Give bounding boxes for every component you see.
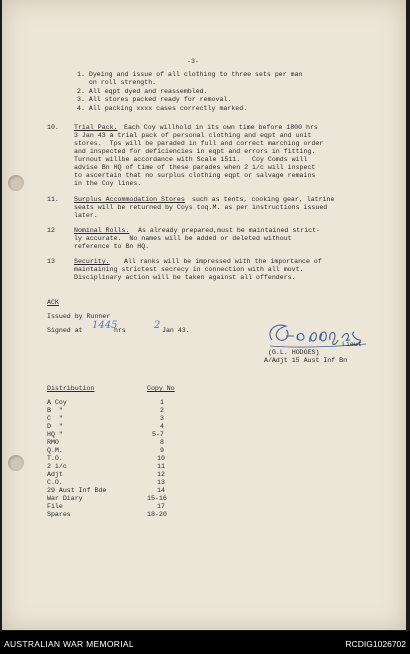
distribution-copy: 10 [157,455,165,462]
signer-name: (G.L. HODGES) [268,349,320,356]
distribution-copy: 17 [157,503,165,510]
distribution-recipient: Spares [47,511,71,518]
distribution-copy: 9 [160,447,164,454]
para-line: 3 Jan 43 a trial pack of personal clothing and eqpt and unit [74,132,312,139]
distribution-copy: 18-20 [147,511,167,518]
distribution-recipient: C.O. [47,479,63,486]
distribution-copy: 13 [157,479,165,486]
distribution-recipient: C " [47,415,63,422]
distribution-recipient: D " [47,423,63,430]
footer-record-id: RCDIG1026702 [345,639,406,649]
list-item: 3. All stores packed ready for removal. [77,96,232,103]
para-line: stores. Tps will be paraded in full and correct marching order [74,140,324,147]
list-item: on roll strength. [77,79,157,86]
distribution-copy: 8 [160,439,164,446]
distribution-copy: 12 [157,471,165,478]
distribution-recipient: T.O. [47,455,63,462]
distribution-copy: 11 [157,463,165,470]
para-number: 10. [47,124,59,131]
para-line: and inspected for deficiencies in eqpt and errors in fitting. [74,148,316,155]
para-line: Disciplinary action will be taken against all offenders. [74,274,296,281]
para-line: advise Bn HQ of time of these parades when 2 i/c will inspect [74,164,316,171]
distribution-header: Distribution [47,385,95,392]
signed-day: 2 [154,320,161,331]
distribution-recipient: B " [47,407,63,414]
archive-footer [0,631,410,654]
para-number: 13 [47,258,55,265]
distribution-recipient: 29 Aust Inf Bde [47,487,107,494]
signer-title: A/Adjt 15 Aust Inf Bn [264,357,348,364]
distribution-copy: 5-7 [152,431,164,438]
footer-source: AUSTRALIAN WAR MEMORIAL [4,639,134,649]
para-line: All ranks will be impressed with the importance of [124,258,322,265]
distribution-recipient: RMO [47,439,59,446]
list-item: 4. All packing xxxx cases correctly marked. [77,105,248,112]
issued-by: Issued by Runner [47,313,111,320]
signer-rank: Lieut [342,341,362,348]
document-page [2,0,406,630]
para-line: in the Coy lines. [74,180,142,187]
ack-label: ACK [47,299,59,306]
distribution-recipient: Adjt [47,471,63,478]
para-line: reference to Bn HQ. [74,243,150,250]
distribution-copy: 2 [160,407,164,414]
page-number: -3- [187,58,199,65]
distribution-recipient: 2 i/c [47,463,67,470]
document-body [2,0,406,630]
copy-no-header: Copy No [147,385,175,392]
para-title: Nominal Rolls. [74,227,130,234]
para-line: seats will be returned by Coys toq.M. as per instructions issued [74,204,328,211]
signed-at-label: Signed at [47,327,83,334]
distribution-recipient: Q.M. [47,447,63,454]
signed-time: 1445 [92,320,118,331]
list-item: 1. Dyeing and issue of all clothing to three sets per man [77,71,303,78]
distribution-copy: 3 [160,415,164,422]
signed-date: Jan 43. [162,327,190,334]
distribution-recipient: File [47,503,63,510]
distribution-copy: 15-16 [147,495,167,502]
distribution-copy: 14 [157,487,165,494]
distribution-recipient: A Coy [47,399,67,406]
para-title: Security. [74,258,110,265]
distribution-copy: 1 [160,399,164,406]
para-line: maintaining strictest secrecy in connection with all movt. [74,266,304,273]
list-item: 2. All eqpt dyed and reassembled. [77,88,208,95]
para-number: 11. [47,196,59,203]
para-line: to ascertain that no surplus clothing eqpt or salvage remains [74,172,316,179]
signed-hrs: hrs [114,327,126,334]
para-number: 12 [47,227,55,234]
para-line: Each Coy willhold in its own time before 1800 hrs [124,124,318,131]
para-line: Turnout willbe accordance with Scale 1511. Coy Comds will [74,156,308,163]
para-title: Trial Pack. [74,124,118,131]
para-line: later. [74,212,98,219]
distribution-recipient: HQ " [47,431,63,438]
distribution-recipient: War Diary [47,495,83,502]
distribution-copy: 4 [160,423,164,430]
para-line: As already prepared,must be maintained strict- [138,227,321,234]
para-title: Surplus Accommodation Stores [74,196,185,203]
para-line: ly accurate. No names will be added or deleted without [74,235,292,242]
para-line: such as tents, cooking gear, latrine [192,196,335,203]
